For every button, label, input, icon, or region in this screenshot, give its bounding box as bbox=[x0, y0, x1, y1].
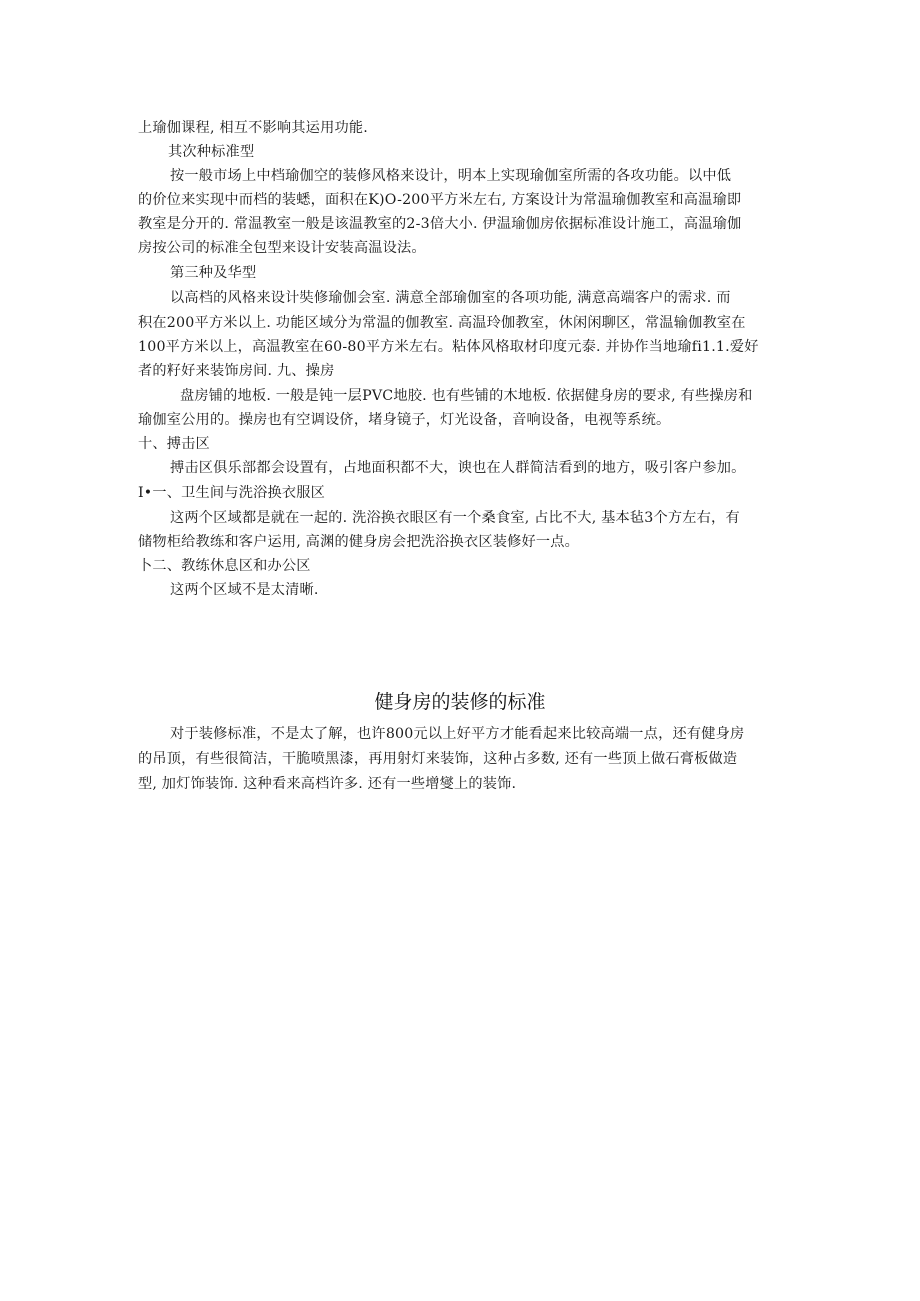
text-line: 积在200平方米以上. 功能区域分为常温的伽教室. 高温玲伽教室，休闲闲聊区，常温输伽教室在 bbox=[138, 315, 746, 331]
text-line: 以高档的风格来设计奘修瑜伽会室. 满意全部瑜伽室的各项功能, 满意高端客户的需求. 而 bbox=[170, 290, 731, 306]
text-line: 这两个区域都是就在一起的. 洗浴换衣眼区有一个桑食室, 占比不大, 基本毡3个方左右，有 bbox=[170, 510, 740, 526]
text-line: 的吊顶，有些很简洁，干脆喷黑漆，再用射灯来装饰，这种占多数, 还有一些顶上做石膏板做造 bbox=[138, 751, 738, 767]
text-line: 房按公司的标准全包型来设计安装高温设法。 bbox=[138, 240, 426, 256]
text-line: 100平方米以上，高温教室在60-80平方米左右。粘体风格取材印度元泰. 并协作当地瑜fi1.1.爱好 bbox=[138, 339, 759, 355]
text-line: 型, 加灯饰装饰. 这种看来高档许多. 还有一些增燮上的装饰. bbox=[138, 776, 517, 792]
text-line: 瑜伽室公用的。操房也有空调设侪，堵身镜子，灯光设备，音响设备，电视等系统。 bbox=[138, 412, 671, 428]
text-line: 教室是分开的. 常温教室一般是该温教室的2-3倍大小. 伊温瑜伽房依据标准设计施工，高温瑜伽 bbox=[138, 216, 742, 232]
text-line: 这两个区域不是太清晰. bbox=[170, 582, 319, 598]
text-line: 对于装修标准，不是太了解，也许800元以上好平方才能看起来比较高端一点，还有健身房 bbox=[170, 726, 745, 742]
text-line: 储物柜给教练和客户运用, 高渊的健身房会把洗浴换衣区装修好一点。 bbox=[138, 534, 580, 550]
subheading-luxury-type: 第三种及华型 bbox=[170, 265, 257, 281]
text-line: 上瑜伽课程, 相互不影响其运用功能. bbox=[138, 120, 368, 136]
heading-restroom-area: I•一、卫生间与洗浴换衣服区 bbox=[138, 485, 326, 501]
text-line: 按一般市场上中档瑜伽空的装修风格来设计，明本上实现瑜伽室所需的各攻功能。以中低 bbox=[170, 168, 732, 184]
heading-staff-area: 卜二、教练休息区和办公区 bbox=[138, 558, 311, 574]
text-line: 搏击区俱乐部都会设置有，占地面积都不大，谀也在人群简洁看到的地方，吸引客户参加。 bbox=[170, 460, 746, 476]
heading-combat-area: 十、搏击区 bbox=[138, 436, 210, 452]
section-title: 健身房的装修的标准 bbox=[374, 691, 546, 713]
text-line: 者的籽好来装饰房间. 九、操房 bbox=[138, 363, 335, 379]
text-line: 的价位来实现中而档的装蟋，面积在K)O-200平方米左右, 方案设计为常温瑜伽教室和高温瑜即 bbox=[138, 192, 742, 208]
text-line: 盘房铺的地板. 一般是钝一层PVC地胶. 也有些铺的木地板. 依据健身房的要求, 有些操房和 bbox=[180, 388, 753, 404]
subheading-standard-type: 其次种标准型 bbox=[168, 144, 255, 160]
